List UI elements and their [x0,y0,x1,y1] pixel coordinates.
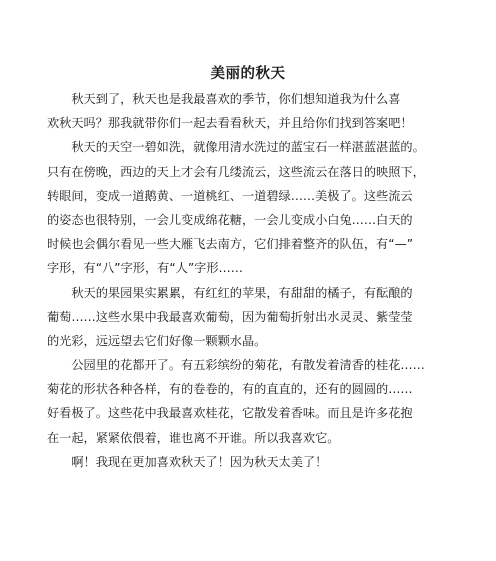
text-line: 在一起，紧紧依偎着，谁也离不开谁。所以我喜欢它。 [47,430,340,445]
text-line: 只有在傍晚，西边的天上才会有几缕流云，这些流云在落日的映照下， [47,164,425,179]
text-line: 秋天的果园果实累累，有红红的苹果，有甜甜的橘子，有酝酿的 [47,285,413,300]
paragraph-orchard [47,281,441,354]
text-line: 秋天到了，秋天也是我最喜欢的季节，你们想知道我为什么喜 [47,92,401,106]
text-line: 欢秋天吗？那我就带你们一起去看看秋天，并且给你们找到答案吧！ [47,116,413,131]
paragraph-conclusion [47,450,441,474]
document-title: 美丽的秋天 [210,66,286,82]
paragraph-sky [47,135,441,280]
text-line: 好看极了。这些花中我最喜欢桂花，它散发着香味。而且是许多花抱 [47,406,413,421]
paragraph-intro [47,87,441,135]
text-line: 葡萄……这些水果中我最喜欢葡萄，因为葡萄折射出水灵灵、紫莹莹 [47,309,413,324]
paragraph-park [47,353,441,450]
text-line: 公园里的花都开了。有五彩缤纷的菊花，有散发着清香的桂花…… [47,358,425,373]
text-line: 时候也会偶尔看见一些大雁飞去南方，它们排着整齐的队伍，有“—” [47,237,414,252]
text-line: 啊！我现在更加喜欢秋天了！因为秋天太美了！ [47,454,328,469]
text-line: 菊花的形状各种各样，有的卷卷的，有的直直的，还有的圆圆的…… [47,382,413,397]
text-line: 的姿态也很特别，一会儿变成绵花糖，一会儿变成小白兔……白天的 [47,212,413,227]
text-line: 转眼间，变成一道鹅黄、一道桃红、一道碧绿……美极了。这些流云 [47,188,413,203]
text-line: 秋天的天空一碧如洗，就像用清水洗过的蓝宝石一样湛蓝湛蓝的。 [47,140,425,155]
text-line: 字形，有“八”字形，有“人”字形…… [47,261,243,276]
document-body [47,87,441,474]
text-line: 的光彩，远远望去它们好像一颗颗水晶。 [47,333,267,348]
